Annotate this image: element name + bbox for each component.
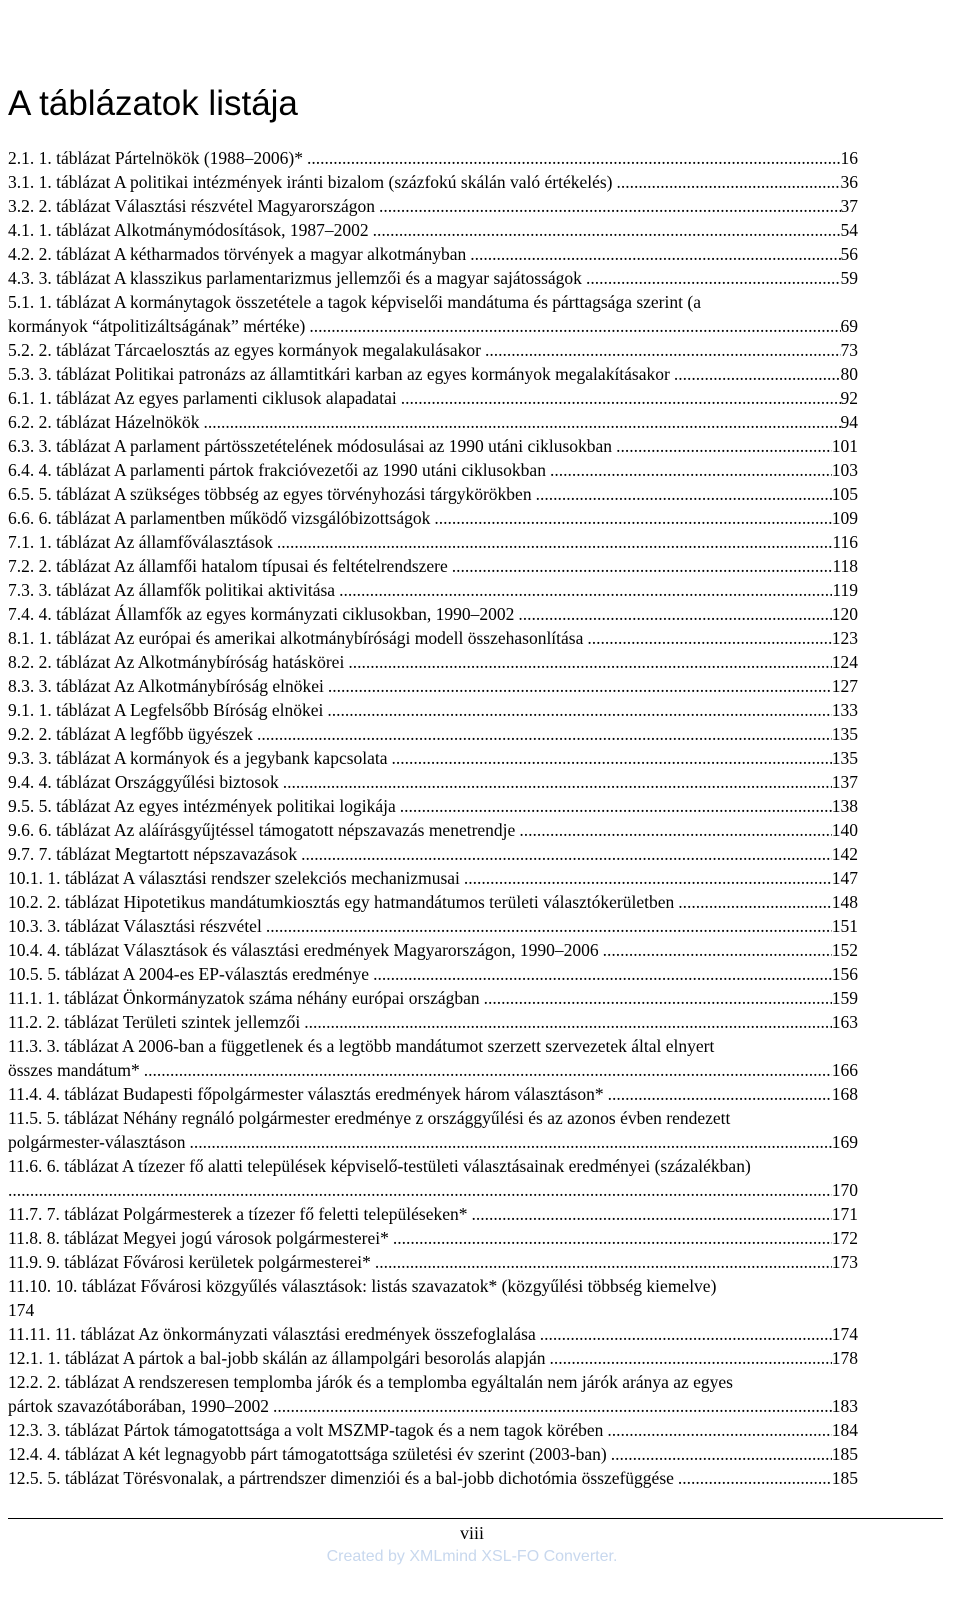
- dot-leader: [468, 1202, 832, 1226]
- entry-page: 135: [831, 748, 858, 768]
- dot-leader: [397, 386, 841, 410]
- toc-entry[interactable]: [8, 266, 858, 290]
- entry-label: 4.1. 1. táblázat Alkotmánymódosítások, 1987–2002: [8, 220, 369, 240]
- entry-page: 159: [831, 988, 858, 1008]
- entry-page: 148: [831, 892, 858, 912]
- dot-leader: [344, 650, 831, 674]
- toc-entry[interactable]: [8, 194, 858, 218]
- entry-page: 80: [840, 364, 858, 384]
- toc-entry[interactable]: [8, 1346, 858, 1370]
- entry-label: 11.7. 7. táblázat Polgármesterek a tízezer fő feletti településeken*: [8, 1204, 468, 1224]
- entry-label: 6.2. 2. táblázat Házelnökök: [8, 412, 200, 432]
- dot-leader: [515, 818, 831, 842]
- dot-leader: [199, 410, 840, 434]
- entry-page: 151: [831, 916, 858, 936]
- toc-entry[interactable]: [8, 986, 858, 1010]
- entry-page: 174: [831, 1324, 858, 1344]
- toc-entry[interactable]: [8, 602, 858, 626]
- entry-page: 147: [831, 868, 858, 888]
- entry-page: 135: [831, 724, 858, 744]
- dot-leader: [612, 434, 832, 458]
- entry-label: 5.3. 3. táblázat Politikai patronázs az államtitkári karban az egyes kormányok megalakításakor: [8, 364, 670, 384]
- toc-entry[interactable]: [8, 890, 858, 914]
- table-list: [8, 146, 858, 1490]
- entry-label: 9.7. 7. táblázat Megtartott népszavazások: [8, 844, 298, 864]
- toc-entry[interactable]: [8, 290, 858, 338]
- dot-leader: [396, 794, 832, 818]
- entry-page: 185: [831, 1444, 858, 1464]
- toc-entry[interactable]: [8, 1034, 858, 1082]
- dot-leader: [481, 338, 841, 362]
- dot-leader: [670, 362, 841, 386]
- toc-entry[interactable]: [8, 698, 858, 722]
- entry-label: 7.2. 2. táblázat Az államfői hatalom típusai és feltételrendszere: [8, 556, 448, 576]
- entry-page: 119: [832, 580, 858, 600]
- dot-leader: [262, 914, 832, 938]
- toc-entry[interactable]: [8, 1322, 858, 1346]
- toc-entry[interactable]: [8, 938, 858, 962]
- entry-label: 12.1. 1. táblázat A pártok a bal-jobb skálán az állampolgári besorolás alapján: [8, 1348, 546, 1368]
- toc-entry[interactable]: [8, 554, 858, 578]
- entry-label: 12.3. 3. táblázat Pártok támogatottsága a volt MSZMP-tagok és a nem tagok körében: [8, 1420, 604, 1440]
- dot-leader: [297, 842, 832, 866]
- toc-entry[interactable]: [8, 146, 858, 170]
- entry-label: 6.6. 6. táblázat A parlamentben működő vizsgálóbizottságok: [8, 508, 431, 528]
- dot-leader: [460, 866, 832, 890]
- toc-entry[interactable]: [8, 578, 858, 602]
- entry-page: 172: [831, 1228, 858, 1248]
- toc-entry[interactable]: [8, 842, 858, 866]
- toc-entry[interactable]: [8, 1082, 858, 1106]
- entry-label: 11.11. 11. táblázat Az önkormányzati választási eredmények összefoglalása: [8, 1324, 536, 1344]
- dot-leader: [8, 1178, 832, 1202]
- entry-label: 10.4. 4. táblázat Választások és választási eredmények Magyarországon, 1990–2006: [8, 940, 599, 960]
- entry-label-continued: pártok szavazótáborában, 1990–2002: [8, 1396, 269, 1416]
- entry-label: 11.9. 9. táblázat Fővárosi kerületek polgármesterei*: [8, 1252, 371, 1272]
- toc-entry[interactable]: [8, 962, 858, 986]
- entry-page: 36: [840, 172, 858, 192]
- entry-page: 73: [840, 340, 858, 360]
- toc-entry[interactable]: [8, 530, 858, 554]
- dot-leader: [514, 602, 831, 626]
- dot-leader: [466, 242, 840, 266]
- toc-entry[interactable]: [8, 818, 858, 842]
- entry-label: 8.1. 1. táblázat Az európai és amerikai alkotmánybírósági modell összehasonlítása: [8, 628, 584, 648]
- entry-page: 124: [831, 652, 858, 672]
- dot-leader: [269, 1394, 832, 1418]
- footer-divider: [8, 1518, 943, 1519]
- dot-leader: [371, 1250, 832, 1274]
- entry-label: 6.1. 1. táblázat Az egyes parlamenti ciklusok alapadatai: [8, 388, 397, 408]
- dot-leader: [604, 1082, 832, 1106]
- dot-leader: [253, 722, 832, 746]
- toc-entry[interactable]: [8, 482, 858, 506]
- dot-leader: [279, 770, 832, 794]
- dot-leader: [335, 578, 832, 602]
- entry-page: 171: [831, 1204, 858, 1224]
- toc-entry[interactable]: [8, 1274, 858, 1322]
- dot-leader: [613, 170, 841, 194]
- toc-entry[interactable]: [8, 914, 858, 938]
- entry-label: 3.2. 2. táblázat Választási részvétel Magyarországon: [8, 196, 376, 216]
- entry-label: 9.1. 1. táblázat A Legfelsőbb Bíróság elnökei: [8, 700, 324, 720]
- toc-entry[interactable]: [8, 674, 858, 698]
- toc-entry[interactable]: [8, 1466, 858, 1490]
- dot-leader: [545, 1346, 831, 1370]
- entry-label: 10.1. 1. táblázat A választási rendszer szelekciós mechanizmusai: [8, 868, 460, 888]
- entry-label: 11.10. 10. táblázat Fővárosi közgyűlés választások: listás szavazatok* (közgyűlési többség kiemelve): [8, 1276, 717, 1296]
- entry-label: 8.2. 2. táblázat Az Alkotmánybíróság hatáskörei: [8, 652, 345, 672]
- entry-label: 8.3. 3. táblázat Az Alkotmánybíróság elnökei: [8, 676, 324, 696]
- dot-leader: [674, 890, 831, 914]
- entry-label: 10.5. 5. táblázat A 2004-es EP-választás eredménye: [8, 964, 370, 984]
- entry-page: 169: [831, 1132, 858, 1152]
- entry-page: 140: [831, 820, 858, 840]
- entry-page: 69: [840, 316, 858, 336]
- entry-page: 168: [831, 1084, 858, 1104]
- dot-leader: [369, 962, 832, 986]
- entry-label: 4.3. 3. táblázat A klasszikus parlamentarizmus jellemzői és a magyar sajátosságok: [8, 268, 582, 288]
- dot-leader: [583, 626, 831, 650]
- toc-entry[interactable]: [8, 1370, 858, 1418]
- entry-page: 120: [831, 604, 858, 624]
- dot-leader: [369, 218, 841, 242]
- entry-page: 116: [832, 532, 858, 552]
- page-title: A táblázatok listája: [8, 84, 298, 123]
- entry-label: 11.6. 6. táblázat A tízezer fő alatti települések képviselő-testületi választásainak eredményei (százalékban): [8, 1156, 751, 1176]
- entry-page: 105: [831, 484, 858, 504]
- entry-page: 59: [840, 268, 858, 288]
- toc-entry[interactable]: [8, 1010, 858, 1034]
- dot-leader: [607, 1442, 832, 1466]
- dot-leader: [546, 458, 832, 482]
- entry-label: 9.5. 5. táblázat Az egyes intézmények politikai logikája: [8, 796, 396, 816]
- entry-page: 109: [831, 508, 858, 528]
- entry-page: 54: [840, 220, 858, 240]
- toc-entry[interactable]: [8, 458, 858, 482]
- entry-page: 92: [840, 388, 858, 408]
- page-number: viii: [459, 1523, 484, 1543]
- entry-label: 7.4. 4. táblázat Államfők az egyes kormányzati ciklusokban, 1990–2002: [8, 604, 515, 624]
- entry-label: 11.1. 1. táblázat Önkormányzatok száma néhány európai országban: [8, 988, 480, 1008]
- entry-page: 123: [831, 628, 858, 648]
- toc-entry[interactable]: [8, 650, 858, 674]
- entry-page: 94: [840, 412, 858, 432]
- toc-entry[interactable]: [8, 218, 858, 242]
- toc-entry[interactable]: [8, 506, 858, 530]
- toc-entry[interactable]: [8, 866, 858, 890]
- dot-leader: [582, 266, 841, 290]
- entry-label: 4.2. 2. táblázat A kétharmados törvények a magyar alkotmányban: [8, 244, 467, 264]
- toc-entry[interactable]: [8, 170, 858, 194]
- entry-page: 163: [831, 1012, 858, 1032]
- entry-label: 9.4. 4. táblázat Országgyűlési biztosok: [8, 772, 279, 792]
- entry-page: 103: [831, 460, 858, 480]
- entry-label: 12.2. 2. táblázat A rendszeresen templomba járók és a templomba egyáltalán nem járók aránya az egyes: [8, 1372, 733, 1392]
- entry-label: 3.1. 1. táblázat A politikai intézmények iránti bizalom (százfokú skálán való értékelés): [8, 172, 613, 192]
- toc-entry[interactable]: [8, 1106, 858, 1154]
- entry-label: 11.2. 2. táblázat Területi szintek jellemzői: [8, 1012, 301, 1032]
- dot-leader: [388, 746, 832, 770]
- toc-entry[interactable]: [8, 1250, 858, 1274]
- toc-entry[interactable]: [8, 242, 858, 266]
- toc-entry[interactable]: [8, 1202, 858, 1226]
- dot-leader: [674, 1466, 832, 1490]
- entry-page: 170: [831, 1180, 858, 1200]
- toc-entry[interactable]: [8, 746, 858, 770]
- entry-label: 10.3. 3. táblázat Választási részvétel: [8, 916, 262, 936]
- toc-entry[interactable]: [8, 362, 858, 386]
- entry-label: 7.3. 3. táblázat Az államfők politikai aktivitása: [8, 580, 336, 600]
- entry-label-continued: kormányok “átpolitizáltságának” mértéke): [8, 316, 306, 336]
- dot-leader: [303, 146, 840, 170]
- toc-entry[interactable]: [8, 386, 858, 410]
- toc-entry[interactable]: [8, 1226, 858, 1250]
- toc-entry[interactable]: [8, 722, 858, 746]
- entry-label: 6.4. 4. táblázat A parlamenti pártok frakcióvezetői az 1990 utáni ciklusokban: [8, 460, 546, 480]
- entry-label: 2.1. 1. táblázat Pártelnökök (1988–2006)*: [8, 148, 304, 168]
- dot-leader: [430, 506, 831, 530]
- entry-page: 183: [831, 1396, 858, 1416]
- entry-label: 5.2. 2. táblázat Tárcaelosztás az egyes kormányok megalakulásakor: [8, 340, 481, 360]
- entry-page: 142: [831, 844, 858, 864]
- dot-leader: [324, 674, 832, 698]
- generator-note: Created by XMLmind XSL-FO Converter.: [326, 1548, 618, 1565]
- toc-entry[interactable]: [8, 794, 858, 818]
- dot-leader: [375, 194, 840, 218]
- entry-page: 118: [832, 556, 858, 576]
- entry-label-continued: polgármester-választáson: [8, 1132, 186, 1152]
- entry-label: 6.3. 3. táblázat A parlament pártösszetételének módosulásai az 1990 utáni ciklusokban: [8, 436, 613, 456]
- entry-label: 10.2. 2. táblázat Hipotetikus mandátumkiosztás egy hatmandátumos területi választókerületben: [8, 892, 675, 912]
- entry-page: 137: [831, 772, 858, 792]
- dot-leader: [300, 1010, 831, 1034]
- dot-leader: [186, 1130, 832, 1154]
- dot-leader: [599, 938, 832, 962]
- dot-leader: [536, 1322, 832, 1346]
- entry-label: 9.2. 2. táblázat A legfőbb ügyészek: [8, 724, 253, 744]
- entry-label: 7.1. 1. táblázat Az államfőválasztások: [8, 532, 273, 552]
- toc-entry[interactable]: [8, 410, 858, 434]
- entry-label: 11.3. 3. táblázat A 2006-ban a függetlenek és a legtöbb mandátumot szerzett szervezetek által elnyert: [8, 1036, 715, 1056]
- entry-label: 12.5. 5. táblázat Törésvonalak, a pártrendszer dimenziói és a bal-jobb dichotómia összefüggése: [8, 1468, 674, 1488]
- dot-leader: [480, 986, 832, 1010]
- entry-label: 9.3. 3. táblázat A kormányok és a jegybank kapcsolata: [8, 748, 388, 768]
- entry-label: 12.4. 4. táblázat A két legnagyobb párt támogatottsága születési év szerint (2003-ban): [8, 1444, 607, 1464]
- dot-leader: [603, 1418, 831, 1442]
- entry-page: 173: [831, 1252, 858, 1272]
- dot-leader: [532, 482, 832, 506]
- entry-page: 166: [831, 1060, 858, 1080]
- dot-leader: [448, 554, 833, 578]
- dot-leader: [140, 1058, 832, 1082]
- entry-label: 9.6. 6. táblázat Az aláírásgyűjtéssel támogatott népszavazás menetrendje: [8, 820, 516, 840]
- entry-page: 184: [831, 1420, 858, 1440]
- dot-leader: [323, 698, 831, 722]
- toc-entry[interactable]: [8, 1154, 858, 1202]
- entry-page: 138: [831, 796, 858, 816]
- entry-page: 185: [831, 1468, 858, 1488]
- entry-label: 6.5. 5. táblázat A szükséges többség az egyes törvényhozási tárgykörökben: [8, 484, 532, 504]
- entry-page: 152: [831, 940, 858, 960]
- toc-entry[interactable]: [8, 434, 858, 458]
- entry-page: 133: [831, 700, 858, 720]
- entry-page: 127: [831, 676, 858, 696]
- dot-leader: [305, 314, 840, 338]
- entry-page: 174: [8, 1300, 35, 1320]
- entry-label: 11.8. 8. táblázat Megyei jogú városok polgármesterei*: [8, 1228, 389, 1248]
- toc-entry[interactable]: [8, 1442, 858, 1466]
- entry-label: 11.5. 5. táblázat Néhány regnáló polgármester eredménye z országgyűlési és az azonos évben rendezett: [8, 1108, 731, 1128]
- dot-leader: [389, 1226, 832, 1250]
- toc-entry[interactable]: [8, 626, 858, 650]
- entry-label: 5.1. 1. táblázat A kormánytagok összetétele a tagok képviselői mandátuma és párttagsága szerint (a: [8, 292, 701, 312]
- toc-entry[interactable]: [8, 1418, 858, 1442]
- entry-page: 16: [840, 148, 858, 168]
- entry-page: 178: [831, 1348, 858, 1368]
- entry-page: 56: [840, 244, 858, 264]
- entry-page: 156: [831, 964, 858, 984]
- toc-entry[interactable]: [8, 338, 858, 362]
- entry-label-continued: összes mandátum*: [8, 1060, 140, 1080]
- entry-page: 37: [840, 196, 858, 216]
- entry-label: 11.4. 4. táblázat Budapesti főpolgármester választás eredmények három választáson*: [8, 1084, 604, 1104]
- dot-leader: [273, 530, 833, 554]
- toc-entry[interactable]: [8, 770, 858, 794]
- entry-page: 101: [831, 436, 858, 456]
